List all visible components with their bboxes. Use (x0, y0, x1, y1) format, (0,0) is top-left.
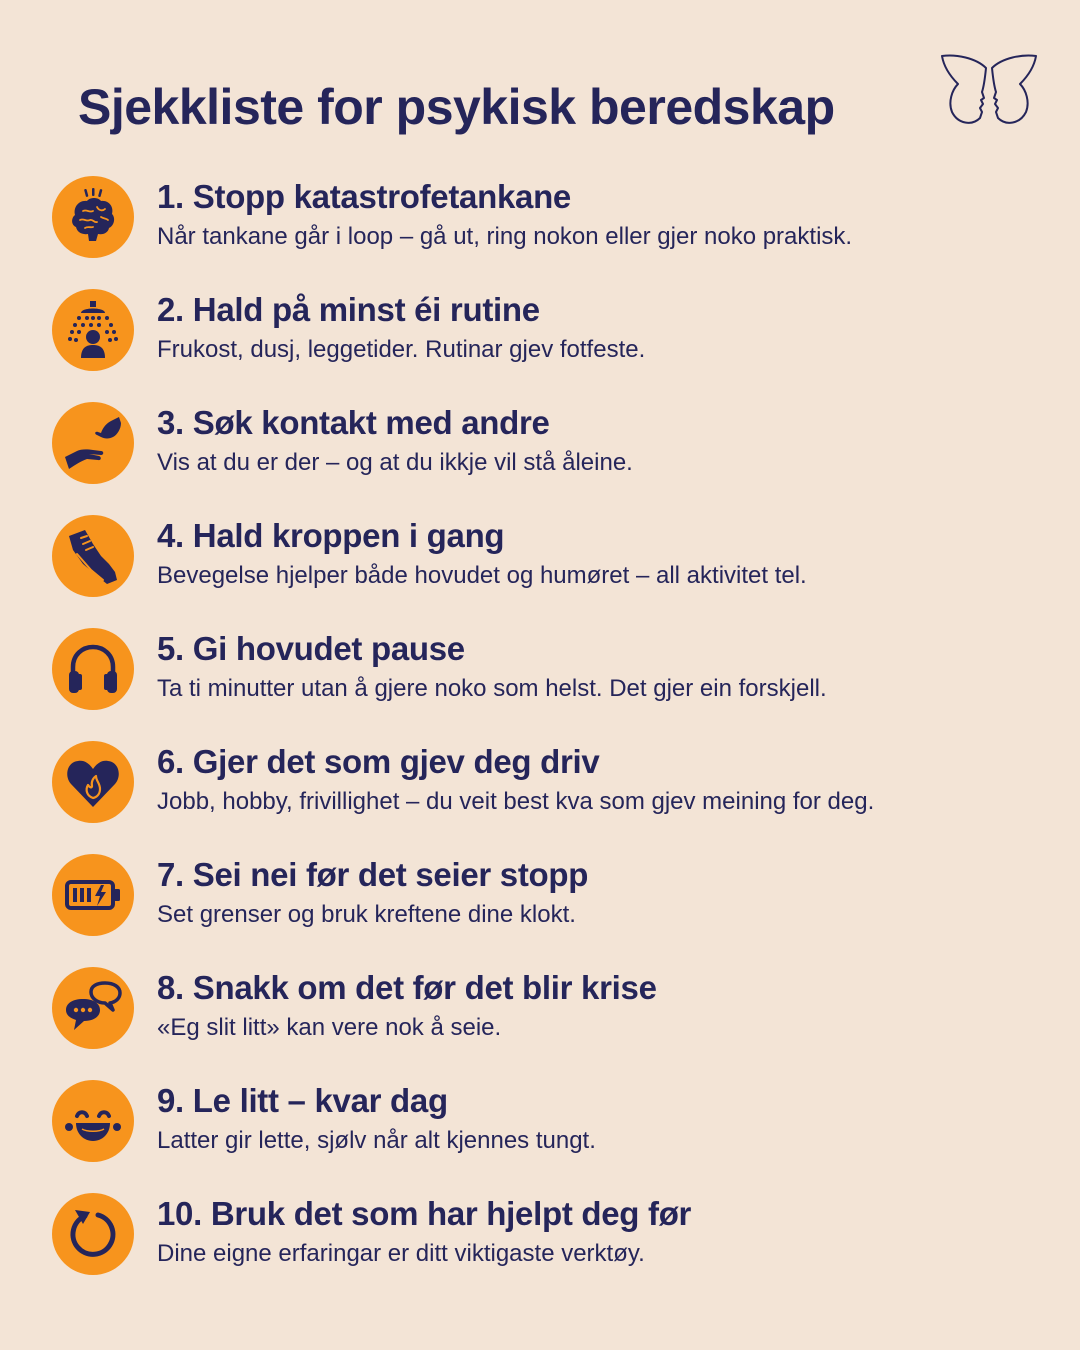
checklist-item (0, 509, 1080, 609)
laughing-face-icon (52, 1080, 134, 1162)
checklist-item (0, 1187, 1080, 1287)
item-title: 9. Le litt – kvar dag (157, 1082, 448, 1119)
reaching-hands-icon (52, 402, 134, 484)
item-description: Jobb, hobby, frivillighet – du veit best kva som gjev meining for deg. (157, 788, 875, 815)
circular-arrow-icon (52, 1193, 134, 1275)
item-description: Frukost, dusj, leggetider. Rutinar gjev fotfeste. (157, 336, 646, 363)
checklist-item (0, 1074, 1080, 1174)
item-description: Latter gir lette, sjølv når alt kjennes tungt. (157, 1127, 596, 1154)
checklist-item (0, 170, 1080, 270)
heart-flame-icon (52, 741, 134, 823)
item-description: Vis at du er der – og at du ikkje vil stå åleine. (157, 449, 633, 476)
item-description: «Eg slit litt» kan vere nok å seie. (157, 1014, 502, 1041)
checklist-item (0, 283, 1080, 383)
item-title: 5. Gi hovudet pause (157, 630, 465, 667)
item-description: Ta ti minutter utan å gjere noko som helst. Det gjer ein forskjell. (157, 675, 827, 702)
checklist-item (0, 735, 1080, 835)
item-title: 3. Søk kontakt med andre (157, 404, 550, 441)
item-description: Bevegelse hjelper både hovudet og humøret – all aktivitet tel. (157, 562, 807, 589)
sneaker-icon (52, 515, 134, 597)
item-title: 8. Snakk om det før det blir krise (157, 969, 657, 1006)
checklist-item (0, 961, 1080, 1061)
checklist-item (0, 396, 1080, 496)
page-title: Sjekkliste for psykisk beredskap (78, 79, 835, 135)
headphones-icon (52, 628, 134, 710)
checklist-item (0, 622, 1080, 722)
brain-alert-icon (52, 176, 134, 258)
item-title: 7. Sei nei før det seier stopp (157, 856, 589, 893)
item-title: 2. Hald på minst éi rutine (157, 291, 540, 328)
butterfly-faces-logo (936, 54, 1042, 128)
checklist-item (0, 848, 1080, 948)
item-description: Set grenser og bruk kreftene dine klokt. (157, 901, 576, 928)
item-title: 4. Hald kroppen i gang (157, 517, 505, 554)
battery-icon (52, 854, 134, 936)
item-title: 10. Bruk det som har hjelpt deg før (157, 1195, 692, 1232)
item-title: 6. Gjer det som gjev deg driv (157, 743, 600, 780)
item-description: Når tankane går i loop – gå ut, ring nokon eller gjer noko praktisk. (157, 223, 853, 250)
item-description: Dine eigne erfaringar er ditt viktigaste verktøy. (157, 1240, 645, 1267)
shower-icon (52, 289, 134, 371)
item-title: 1. Stopp katastrofetankane (157, 178, 571, 215)
speech-bubbles-icon (52, 967, 134, 1049)
